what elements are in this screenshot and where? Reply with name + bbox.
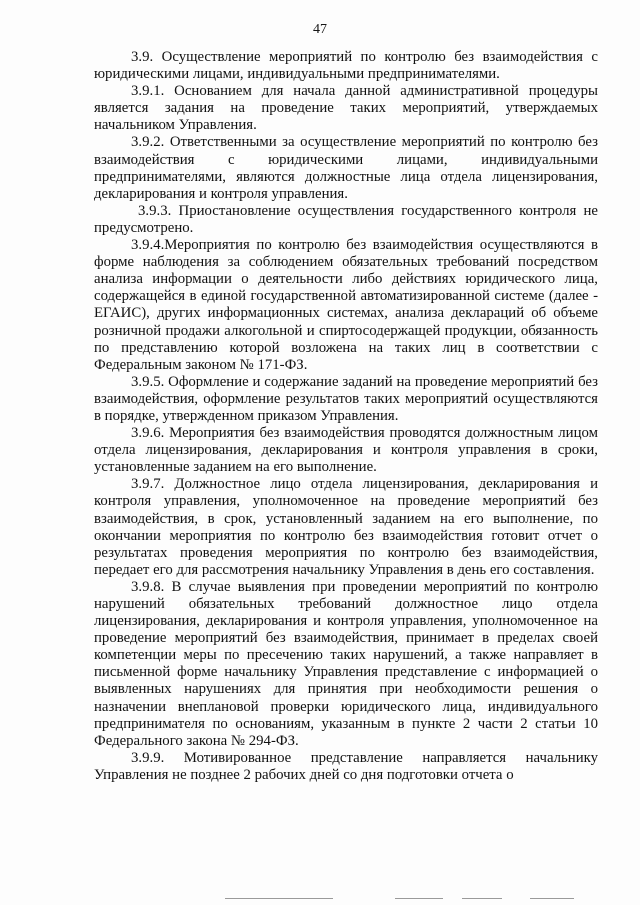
paragraph-3-9-7: 3.9.7. Должностное лицо отдела лицензирования, декларирования и контроля управления, уполномоченное на проведение мероприятий без взаимодействия, в срок, установленный заданием на его выполнение, по окончании мероприятия по контролю без взаимодействия готовит отчет о результатах проведения мероприятия по контролю без взаимодействия, передает его для рассмотрения начальнику Управления в день его составления. bbox=[94, 476, 598, 578]
paragraph-3-9: 3.9. Осуществление мероприятий по контролю без взаимодействия с юридическими лицами, индивидуальными предпринимателями. bbox=[94, 49, 598, 83]
paragraph-3-9-5: 3.9.5. Оформление и содержание заданий на проведение мероприятий без взаимодействия, оформление результатов таких мероприятий осуществляются в порядке, утвержденном приказом Управления. bbox=[94, 373, 598, 424]
footer-rule bbox=[462, 898, 502, 899]
page-number: 47 bbox=[313, 22, 327, 37]
footer-rule bbox=[530, 898, 574, 899]
paragraph-3-9-1: 3.9.1. Основанием для начала данной административной процедуры является задания на проведение таких мероприятий, утверждаемых начальником Управления. bbox=[94, 83, 598, 134]
footer-rule bbox=[225, 898, 333, 899]
paragraph-3-9-4: 3.9.4.Мероприятия по контролю без взаимодействия осуществляются в форме наблюдения за соблюдением обязательных требований посредством анализа информации о деятельности либо действиях юридического лица, содержащейся в единой государственной автоматизированной системе (далее - ЕГАИС), других информационных системах, анализа деклараций об объеме розничной продажи алкогольной и спиртосодержащей продукции, обязанность по представлению которой возложена на таких лиц в соответствии с Федеральным законом № 171-ФЗ. bbox=[94, 237, 598, 373]
footer-rule bbox=[395, 898, 443, 899]
paragraph-3-9-8: 3.9.8. В случае выявления при проведении мероприятий по контролю нарушений обязательных требований должностное лицо отдела лицензирования, декларирования и контроля управления, уполномоченное на проведение мероприятий без взаимодействия, принимает в пределах своей компетенции меры по пресечению таких нарушений, а также направляет в письменной форме начальнику Управления представление с информацией о выявленных нарушениях для принятия при необходимости решения о назначении внеплановой проверки юридического лица, индивидуального предпринимателя по основаниям, указанным в пункте 2 части 2 статьи 10 Федерального закона № 294-ФЗ. bbox=[94, 578, 598, 749]
paragraph-3-9-9: 3.9.9. Мотивированное представление направляется начальнику Управления не позднее 2 рабочих дней со дня подготовки отчета о bbox=[94, 749, 598, 783]
paragraph-3-9-6: 3.9.6. Мероприятия без взаимодействия проводятся должностным лицом отдела лицензирования, декларирования и контроля управления в сроки, установленные заданием на его выполнение. bbox=[94, 425, 598, 476]
paragraph-3-9-3: 3.9.3. Приостановление осуществления государственного контроля не предусмотрено. bbox=[94, 202, 598, 236]
document-body bbox=[94, 49, 598, 784]
paragraph-3-9-2: 3.9.2. Ответственными за осуществление мероприятий по контролю без взаимодействия с юридическими лицами, индивидуальными предпринимателями, являются должностные лица отдела лицензирования, декларирования и контроля управления. bbox=[94, 134, 598, 202]
